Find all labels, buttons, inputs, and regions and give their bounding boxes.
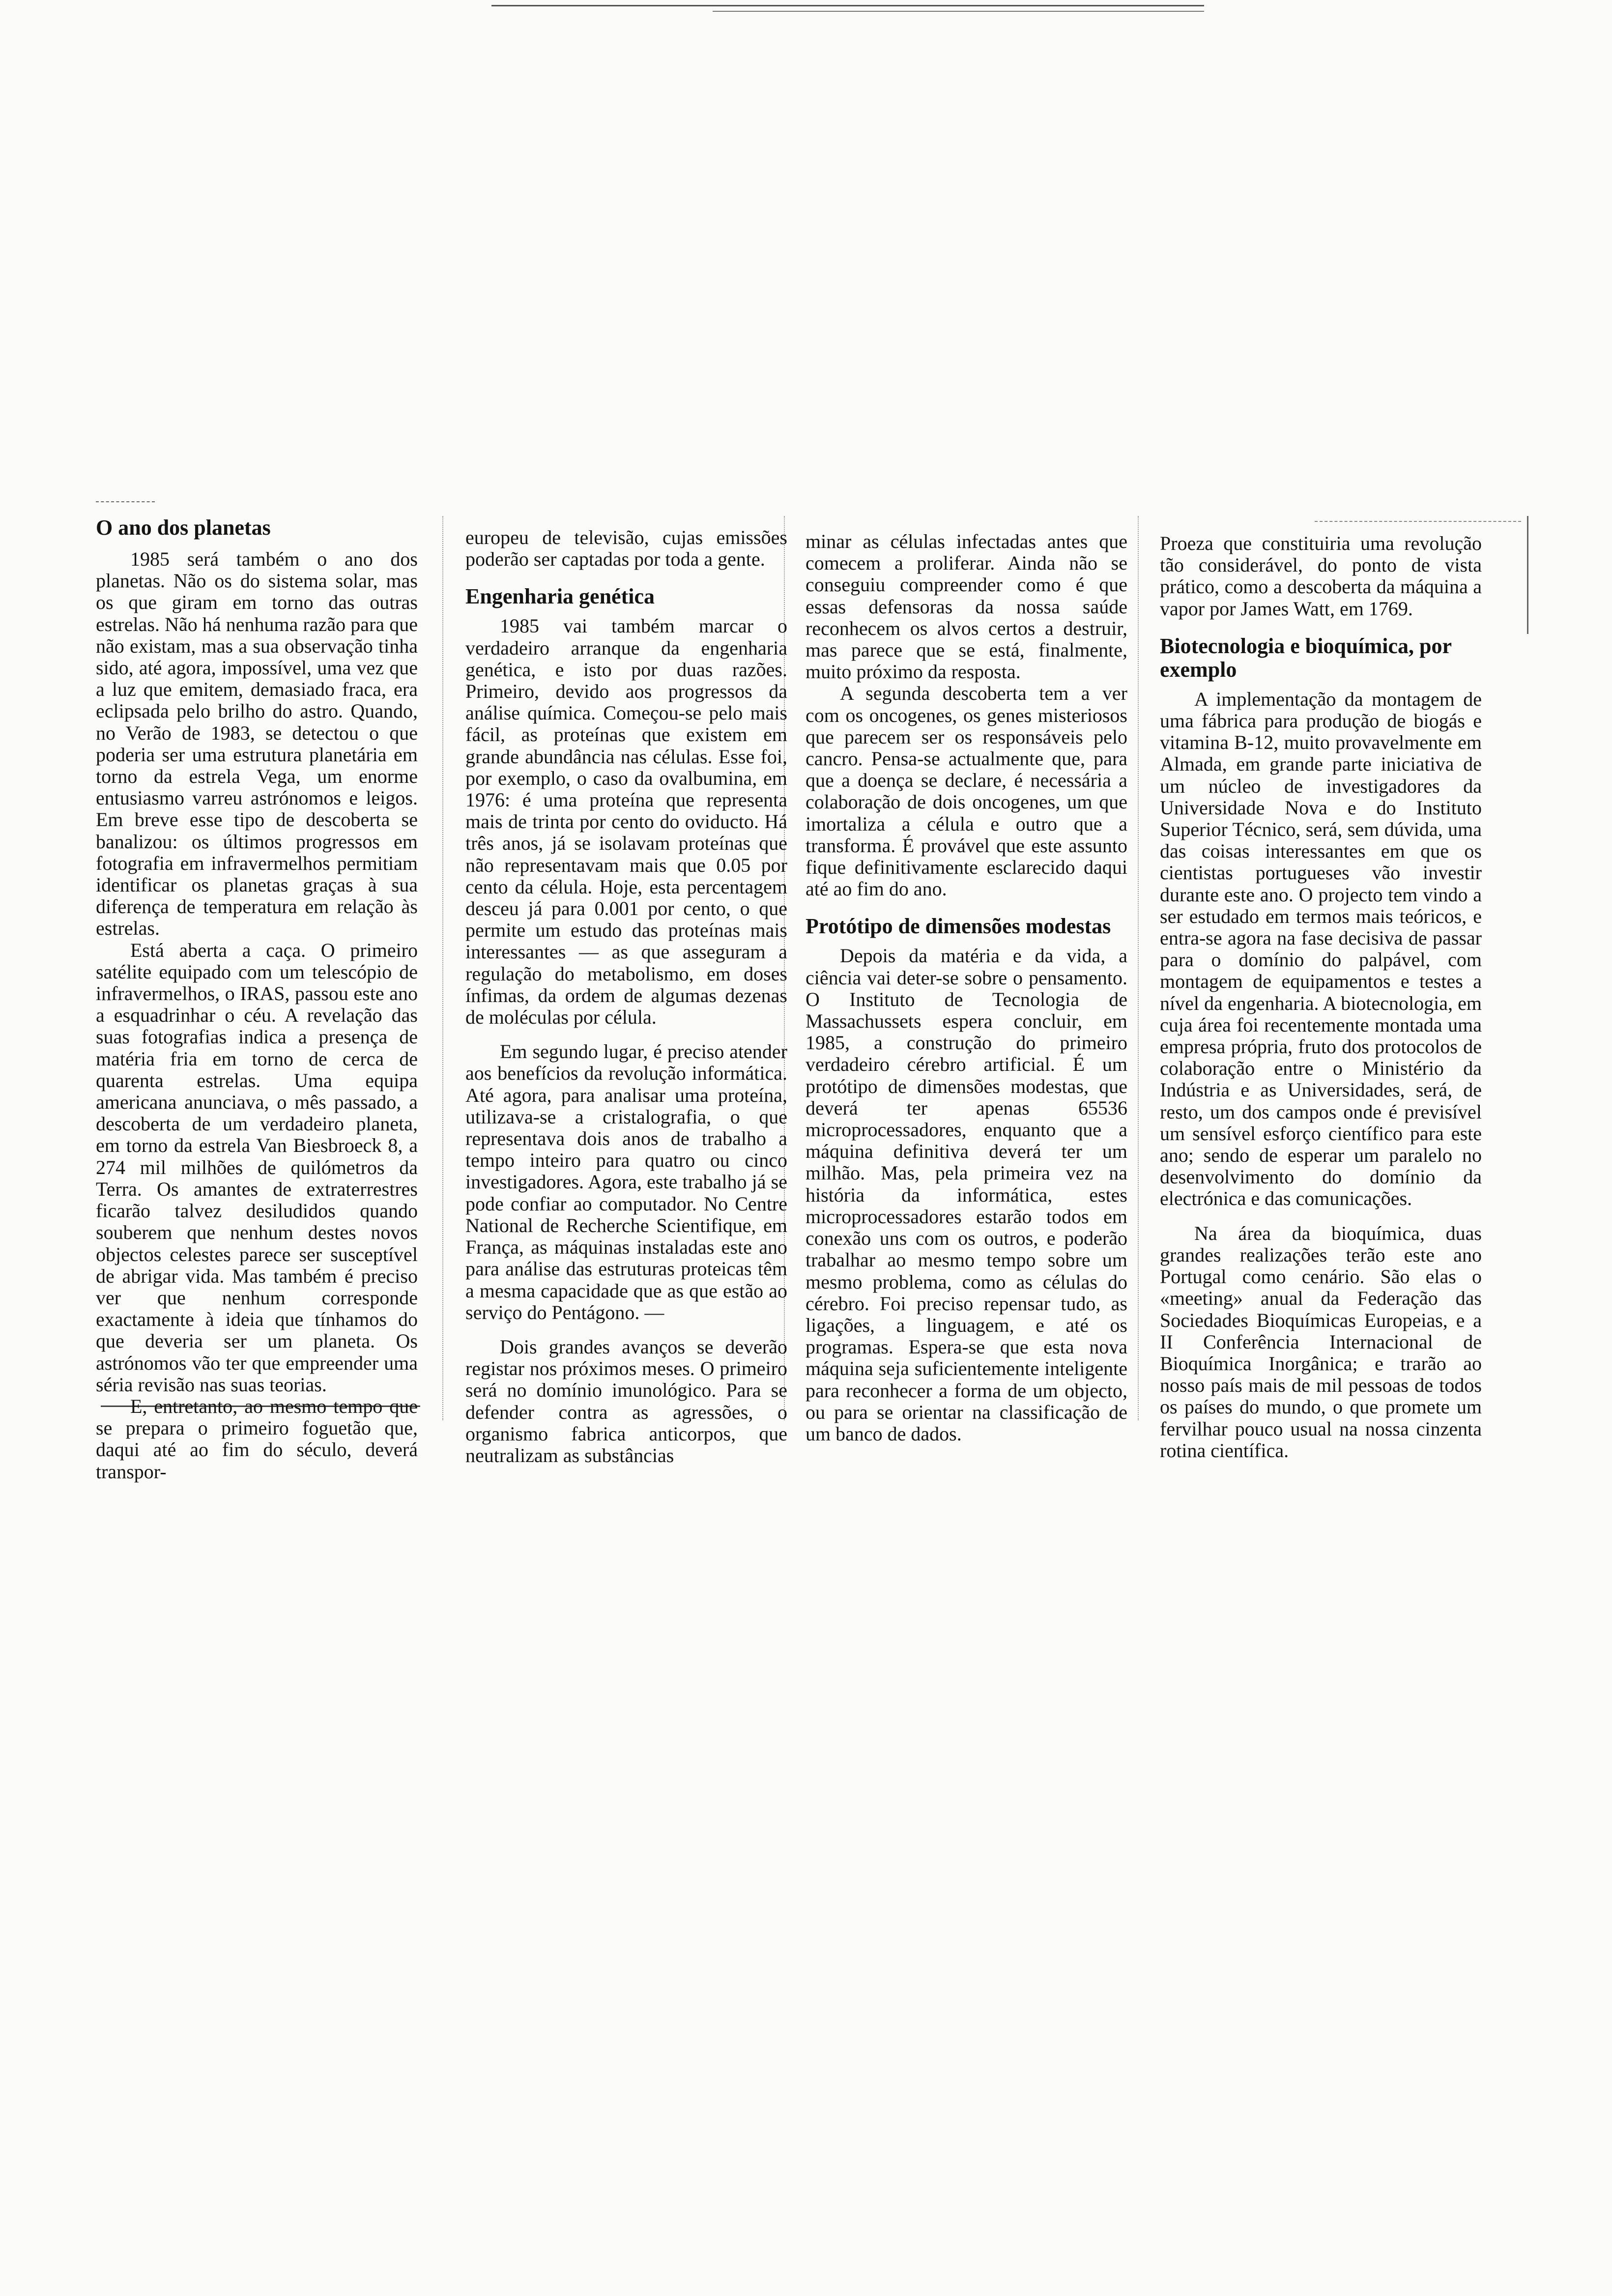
continued-paragraph: minar as células infectadas antes que comecem a proliferar. Ainda não se conseguiu compreender como é que essas defensoras da nossa saúde reconhecem os alvos certos a destruir, mas parece que se está, finalmente, muito próximo da resposta. <box>806 530 1127 683</box>
paragraph: Na área da bioquímica, duas grandes realizações terão este ano Portugal como cenário. São elas o «meeting» anual da Federação das Sociedades Bioquímicas Europeias, e a II Conferência Internacional de Bioquímica Inorgânica; e trarão ao nosso país mais de mil pessoas de todos os países do mundo, o que promete um fervilhar pouco usual na nossa cinzenta rotina científica. <box>1160 1222 1482 1462</box>
paragraph: A implementação da montagem de uma fábrica para produção de biogás e vitamina B-12, muito provavelmente em Almada, em grande parte iniciativa de um núcleo de investigadores da Universidade Nova e do Instituto Superior Técnico, será, sem dúvida, uma das coisas interessantes em que os cientistas portugueses vão investir durante este ano. O projecto tem vindo a ser estudado em termos mais teóricos, e entra-se agora na fase decisiva de passar para o domínio do palpável, com montagem de equipamentos e testes a nível da engenharia. A biotecnologia, em cuja área foi recentemente montada uma empresa própria, fruto dos protocolos de colaboração entre o Ministério da Indústria e as Universidades, será, de resto, um dos campos onde é previsível um sensível esforço científico para este ano; sendo de esperar um paralelo no desenvolvimento do domínio da electrónica e das comunicações. <box>1160 688 1482 1210</box>
section-heading: Protótipo de dimensões modestas <box>806 914 1111 939</box>
paragraph: A segunda descoberta tem a ver com os oncogenes, os genes misteriosos que parecem ser os responsáveis pelo cancro. Pensa-se actualmente que, para que a doença se declare, é necessária a colaboração de dois oncogenes, um que imortaliza a célula e outro que a transforma. É provável que este assunto fique definitivamente esclarecido daqui até ao fim do ano. <box>806 682 1127 900</box>
column-separator <box>1138 516 1139 1420</box>
right-border-rule <box>1527 516 1528 634</box>
clipping-corner-mark <box>96 501 155 502</box>
paragraph: 1985 vai também marcar o verdadeiro arranque da engenharia genética, e isto por duas razões. Primeiro, devido aos progressos da análise química. Começou-se pelo mais fácil, as proteínas que existem em grande abundância nas células. Esse foi, por exemplo, o caso da ovalbumina, em 1976: é uma proteína que representa mais de trinta por cento do oviducto. Há três anos, já se isolavam proteínas que não representavam mais que 0.05 por cento da célula. Hoje, esta percentagem desceu já para 0.001 por cento, o que permite um estudo das proteínas mais interessantes — as que asseguram a regulação do metabolismo, em doses ínfimas, da ordem de algumas dezenas de moléculas por célula. <box>465 615 787 1029</box>
paragraph: Em segundo lugar, é preciso atender aos benefícios da revolução informática. Até agora, para analisar uma proteína, utilizava-se a cristalografia, o que representava dois anos de trabalho a tempo inteiro para quatro ou cinco investigadores. Agora, este trabalho já se pode confiar ao computador. No Centre National de Recherche Scientifique, em França, as máquinas instaladas este ano para análise das estruturas proteicas têm a mesma capacidade que as que estão ao serviço do Pentágono. — <box>465 1040 787 1323</box>
scan-top-border-secondary <box>713 11 1204 12</box>
article-column-2 <box>465 527 787 1466</box>
paragraph: Dois grandes avanços se deverão registar nos próximos meses. O primeiro será no domínio imunológico. Para se defender contra as agressões, o organismo fabrica anticorpos, que neutralizam as substâncias <box>465 1335 787 1466</box>
continued-paragraph: europeu de televisão, cujas emissões poderão ser captadas por toda a gente. <box>465 526 787 571</box>
section-heading: O ano dos planetas <box>96 516 271 540</box>
article-column-4 <box>1160 533 1482 1462</box>
scan-top-border <box>491 5 1204 6</box>
column-separator <box>442 516 443 1420</box>
article-column-1 <box>96 516 418 1483</box>
article-column-3 <box>806 531 1127 1445</box>
paragraph: E, entretanto, ao mesmo tempo que se prepara o primeiro foguetão que, daqui até ao fim do século, deverá transpor- <box>96 1395 418 1483</box>
paragraph: Está aberta a caça. O primeiro satélite equipado com um telescópio de infravermelhos, o IRAS, passou este ano a esquadrinhar o céu. A revelação das suas fotografias indica a presença de matéria fria em torno de cerca de quarenta estrelas. Uma equipa americana anunciava, o mês passado, a descoberta de um verdadeiro planeta, em torno da estrela Van Biesbroeck 8, a 274 mil milhões de quilómetros da Terra. Os amantes de extraterrestres ficarão talvez desiludidos quando souberem que nenhum destes novos objectos celestes parece ser susceptível de abrigar vida. Mas também é preciso ver que nenhum corresponde exactamente à ideia que tínhamos do que deveria ser um planeta. Os astrónomos vão ter que empreender uma séria revisão nas suas teorias. <box>96 939 418 1396</box>
newspaper-clipping <box>96 516 1531 1483</box>
column-top-rule <box>1315 521 1521 522</box>
paragraph: Depois da matéria e da vida, a ciência vai deter-se sobre o pensamento. O Instituto de Tecnologia de Massachussets espera concluir, em 1985, a construção do primeiro verdadeiro cérebro artificial. É um protótipo de dimensões modestas, que deverá ter apenas 65536 microprocessadores, enquanto que a máquina definitiva deverá ter um milhão. Mas, pela primeira vez na história da informática, estes microprocessadores estarão todos em conexão uns com os outros, e poderão trabalhar ao mesmo tempo sobre um mesmo problema, como as células do cérebro. Foi preciso repensar tudo, as ligações, a linguagem, e até os programas. Espera-se que esta nova máquina seja suficientemente inteligente para reconhecer a forma de um objecto, ou para se orientar na classificação de um banco de dados. <box>806 945 1127 1445</box>
section-heading: Engenharia genética <box>465 584 655 609</box>
continued-paragraph: Proeza que constituiria uma revolução tão considerável, do ponto de vista prático, como a descoberta da máquina a vapor por James Watt, em 1769. <box>1160 532 1482 620</box>
section-heading: Biotecnologia e bioquímica, por exemplo <box>1160 633 1452 682</box>
paragraph: 1985 será também o ano dos planetas. Não os do sistema solar, mas os que giram em torno das outras estrelas. Não há nenhuma razão para que não existam, mas a sua observação tinha sido, até agora, impossível, uma vez que a luz que emitem, demasiado fraca, era eclipsada pelo brilho do astro. Quando, no Verão de 1983, se detectou o que poderia ser uma estrutura planetária em torno da estrela Vega, um enorme entusiasmo varreu astrónomos e leigos. Em breve esse tipo de descoberta se banalizou: os últimos progressos em fotografia em infravermelhos permitiam identificar os planetas graças à sua diferença de temperatura em relação às estrelas. <box>96 548 418 940</box>
